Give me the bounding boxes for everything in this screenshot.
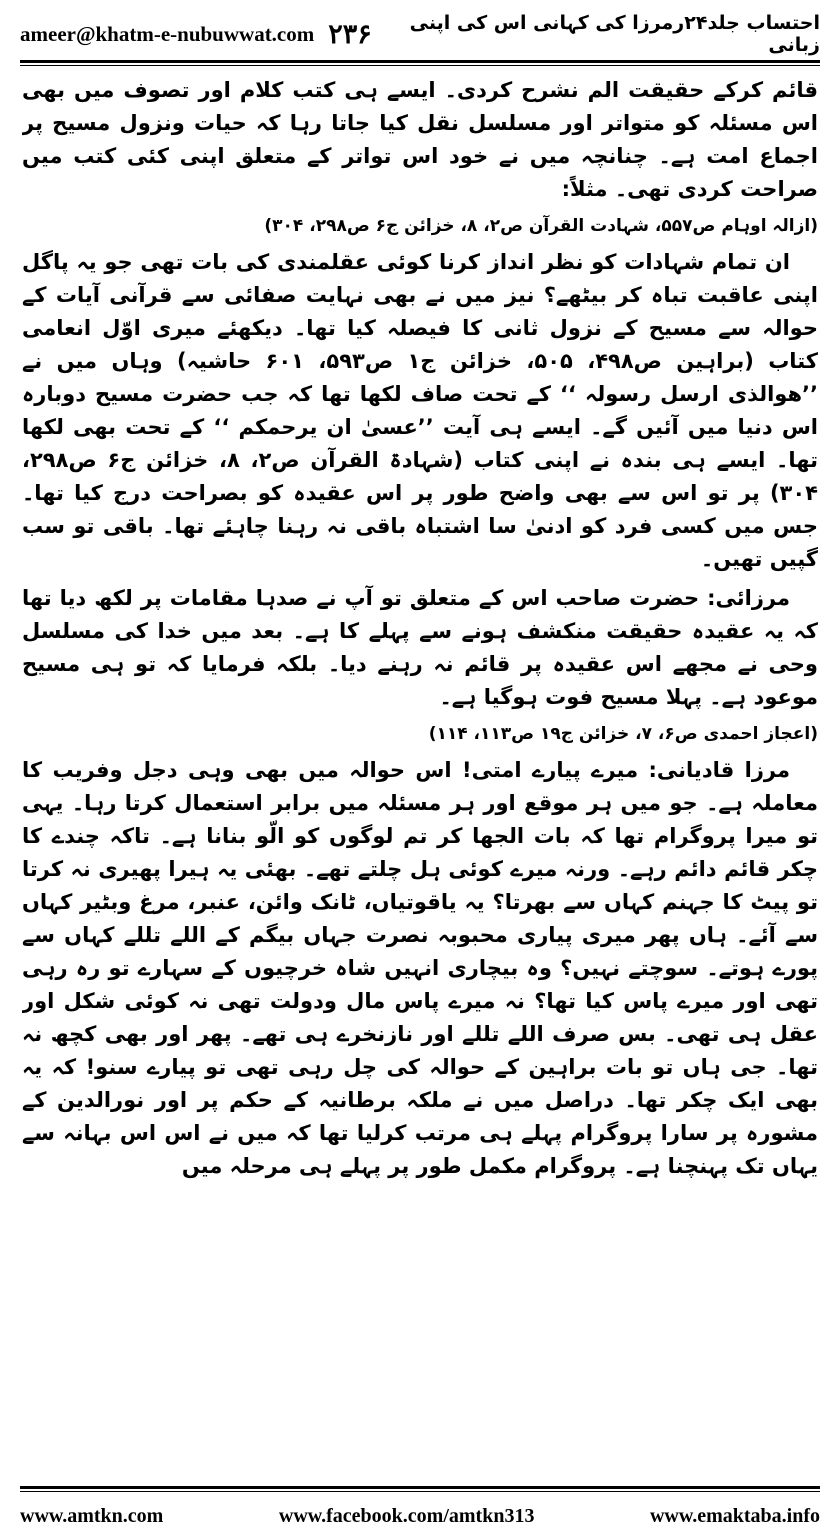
page-body <box>22 74 818 1454</box>
paragraph: ان تمام شہادات کو نظر انداز کرنا کوئی عقلمندی کی بات تھی جو یہ پاگل اپنی عاقبت تباہ کر بیٹھے؟ نیز میں نے بھی نہایت صفائی سے قرآنی آیات کے حوالہ سے مسیح کے نزول ثانی کا فیصلہ کیا تھا۔ دیکھئے میری اوّل انعامی کتاب (براہین ص۴۹۸، ۵۰۵، خزائن ج۱ ص۵۹۳، ۶۰۱ حاشیہ) وہاں میں نے ’’ھوالذی ارسل رسولہ ‘‘ کے تحت صاف لکھا تھا کہ جب حضرت مسیح دوبارہ اس دنیا میں آئیں گے۔ ایسے ہی آیت ’’عسیٰ ان یرحمکم ‘‘ کے تحت بھی لکھا تھا۔ ایسے ہی بندہ نے اپنی کتاب (شہادۃ القرآن ص۲، ۸، خزائن ج۶ ص۲۹۸، ۳۰۴) پر تو اس سے بھی واضح طور پر اس عقیدہ کو بصراحت درج کیا تھا۔ جس میں کسی فرد کو ادنیٰ سا اشتباہ باقی نہ رہنا چاہئے تھا۔ باقی تو سب گپیں تھیں۔ <box>22 250 818 571</box>
footer-link-emaktaba[interactable]: www.emaktaba.info <box>649 1504 820 1527</box>
header-email: ameer@khatm-e-nubuwwat.com <box>20 21 315 46</box>
running-title: احتساب جلد۲۴رمرزا کی کہانی اس کی اپنی زبانی <box>409 12 820 56</box>
header-rule <box>20 60 820 66</box>
footer-link-amtkn[interactable]: www.amtkn.com <box>20 1504 164 1527</box>
paragraph: مرزائی: حضرت صاحب اس کے متعلق تو آپ نے صدہا مقامات پر لکھ دیا تھا کہ یہ عقیدہ حقیقت منکشف ہونے سے پہلے کا ہے۔ بعد میں خدا کی مسلسل وحی نے مجھے اس عقیدہ پر قائم نہ رہنے دیا۔ بلکہ فرمایا کہ تو ہی مسیح موعود ہے۔ پہلا مسیح فوت ہوگیا ہے۔ <box>22 586 818 709</box>
page-footer <box>20 1500 820 1532</box>
page-number: ۲۳۶ <box>328 18 372 50</box>
paragraph: مرزا قادیانی: میرے پیارے امتی! اس حوالہ میں بھی وہی دجل وفریب کا معاملہ ہے۔ جو میں ہر موقع اور ہر مسئلہ میں برابر استعمال کرتا رہا۔ یہی تو میرا پروگرام تھا کہ بات الجھا کر تم لوگوں کو الّو بنانا ہے۔ تاکہ چندے کا چکر قائم دائم رہے۔ ورنہ میرے کوئی ہل چلتے تھے۔ بھئی یہ ہیرا پھیری نہ کرتا تو پیٹ کا جہنم کہاں سے بھرتا؟ یہ یاقوتیاں، ٹانک وائن، عنبر، مرغ وبٹیر کہاں سے آئے۔ ہاں پھر میری پیاری محبوبہ نصرت جہاں بیگم کے اللے تللے کہاں سے پورے ہوتے۔ سوچتے نہیں؟ وہ بیچاری انہیں شاہ خرچیوں کے سہارے تو رہ رہی تھی اور میرے پاس کیا تھا؟ نہ میرے پاس مال ودولت تھی نہ کوئی شکل اور عقل ہی تھی۔ بس صرف اللے تللے اور نازنخرے ہی تھے۔ پھر اور بھی کچھ نہ تھا۔ جی ہاں تو بات براہین کے حوالہ کی چل رہی تھی تو پیارے سنو! کہ یہ بھی ایک چکر تھا۔ دراصل میں نے ملکہ برطانیہ کے حکم پر اور نورالدین کے مشورہ پر سارا پروگرام پہلے ہی مرتب کرلیا تھا کہ میں نے اس اس بہانہ سے یہاں تک پہنچنا ہے۔ پروگرام مکمل طور پر پہلے ہی مرحلہ میں <box>22 758 818 1178</box>
reference: (ازالہ اوہام ص۵۵۷، شہادت القرآن ص۲، ۸، خزائن ج۶ ص۲۹۸، ۳۰۴) <box>264 216 818 236</box>
paragraph: قائم کرکے حقیقت الم نشرح کردی۔ ایسے ہی کتب کلام اور تصوف میں بھی اس مسئلہ کو متواتر اور مسلسل نقل کیا جاتا رہا کہ حیات ونزول مسیح پر اجماع امت ہے۔ چنانچہ میں نے خود اس تواتر کے متعلق اپنی کئی کتب میں صراحت کردی تھی۔ مثلاً: <box>22 78 818 201</box>
footer-link-facebook[interactable]: www.facebook.com/amtkn313 <box>278 1504 535 1527</box>
reference: (اعجاز احمدی ص۶، ۷، خزائن ج۱۹ ص۱۱۳، ۱۱۴) <box>428 724 818 744</box>
footer-rule <box>20 1486 820 1492</box>
page-header <box>20 10 820 58</box>
